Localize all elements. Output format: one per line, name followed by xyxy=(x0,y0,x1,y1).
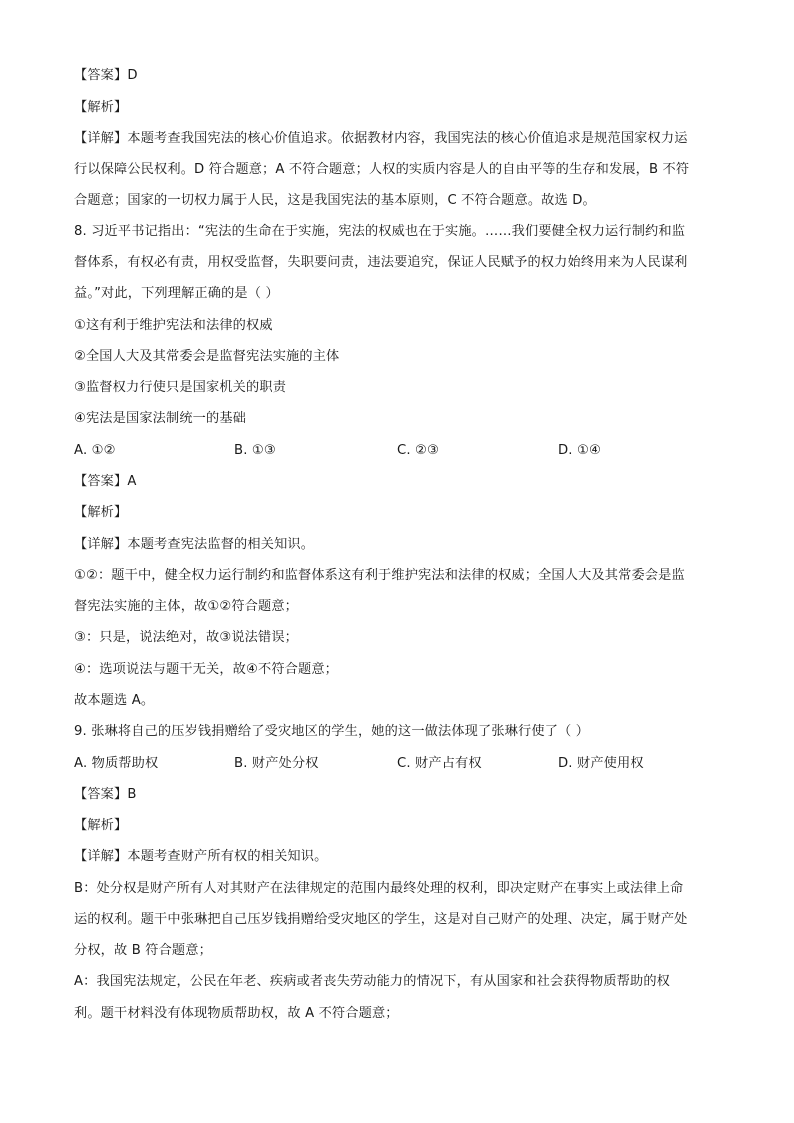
answer-value: A xyxy=(127,474,137,489)
answer-label: 【答案】 xyxy=(74,474,128,489)
detail-text: 本题考查宪法监督的相关知识。 xyxy=(127,537,315,552)
q9-detail-line xyxy=(74,847,724,867)
q9-explain-line-2: 运的权利。题干中张琳把自己压岁钱捐赠给受灾地区的学生，这是对自己财产的处理、决定，属于财产处 xyxy=(74,912,688,927)
q8-explain-line-4: ④：选项说法与题干无关，故④不符合题意； xyxy=(74,662,339,677)
answer-label: 【答案】 xyxy=(74,787,128,802)
q9-option-c: C. 财产占有权 xyxy=(397,756,482,771)
q9-explain-line-3: 分权，故 B 符合题意； xyxy=(74,943,212,958)
q7-analysis-label: 【解析】 xyxy=(74,100,128,115)
q9-options-row xyxy=(74,754,724,774)
q8-explain-line-5: 故本题选 A。 xyxy=(74,693,155,708)
detail-label: 【详解】 xyxy=(74,849,128,864)
q9-stem: 9. 张琳将自己的压岁钱捐赠给了受灾地区的学生，她的这一做法体现了张琳行使了（ ） xyxy=(74,724,590,739)
detail-text: 本题考查财产所有权的相关知识。 xyxy=(127,849,328,864)
q9-explain-line-4: A：我国宪法规定，公民在年老、疾病或者丧失劳动能力的情况下，有从国家和社会获得物质帮助的权 xyxy=(74,974,671,989)
q8-option-d: D. ①④ xyxy=(558,443,601,458)
q9-analysis-label: 【解析】 xyxy=(74,818,128,833)
q9-explain-line-1: B：处分权是财产所有人对其财产在法律规定的范围内最终处理的权利，即决定财产在事实上或法律上命 xyxy=(74,881,684,896)
q8-stem-line-1: 8. 习近平书记指出：“宪法的生命在于实施，宪法的权威也在于实施。……我们要健全权力运行制约和监 xyxy=(74,224,686,239)
q7-answer-line xyxy=(74,66,724,86)
q8-option-a: A. ①② xyxy=(74,443,116,458)
answer-label: 【答案】 xyxy=(74,68,128,83)
q8-statement-3: ③监督权力行使只是国家机关的职责 xyxy=(74,380,287,395)
answer-value: B xyxy=(127,787,137,802)
q9-explain-line-5: 利。题干材料没有体现物质帮助权，故 A 不符合题意； xyxy=(74,1006,399,1021)
q8-analysis-label: 【解析】 xyxy=(74,505,128,520)
q8-stem-line-3: 益。”对此，下列理解正确的是（ ） xyxy=(74,286,279,301)
answer-value: D xyxy=(127,68,138,83)
q9-option-b: B. 财产处分权 xyxy=(234,756,319,771)
q8-statement-2: ②全国人大及其常委会是监督宪法实施的主体 xyxy=(74,349,340,364)
q7-detail-line-2: 行以保障公民权利。D 符合题意；A 不符合题意；人权的实质内容是人的自由平等的生存和发展，B 不符 xyxy=(74,162,690,177)
q9-option-d: D. 财产使用权 xyxy=(558,756,644,771)
detail-label: 【详解】 xyxy=(74,131,128,146)
q7-detail-line-3: 合题意；国家的一切权力属于人民，这是我国宪法的基本原则，C 不符合题意。故选 D。 xyxy=(74,193,596,208)
q8-option-c: C. ②③ xyxy=(397,443,439,458)
detail-text: 本题考查我国宪法的核心价值追求。依据教材内容，我国宪法的核心价值追求是规范国家权力运 xyxy=(127,131,688,146)
detail-label: 【详解】 xyxy=(74,537,128,552)
q8-answer-line xyxy=(74,472,724,492)
q8-statement-1: ①这有利于维护宪法和法律的权威 xyxy=(74,318,273,333)
q8-option-b: B. ①③ xyxy=(234,443,276,458)
q8-explain-line-2: 督宪法实施的主体，故①②符合题意； xyxy=(74,599,299,614)
q8-explain-line-1: ①②：题干中，健全权力运行制约和监督体系这有利于维护宪法和法律的权威；全国人大及其常委会是监 xyxy=(74,568,685,583)
q8-stem-line-2: 督体系，有权必有责，用权受监督，失职要问责，违法要追究，保证人民赋予的权力始终用来为人民谋利 xyxy=(74,255,688,270)
q9-answer-line xyxy=(74,785,724,805)
q7-detail-line-1 xyxy=(74,129,724,149)
q8-options-row xyxy=(74,441,724,461)
q9-option-a: A. 物质帮助权 xyxy=(74,756,159,771)
q8-statement-4: ④宪法是国家法制统一的基础 xyxy=(74,411,247,426)
q8-detail-line xyxy=(74,535,724,555)
q8-explain-line-3: ③：只是，说法绝对，故③说法错误； xyxy=(74,630,299,645)
